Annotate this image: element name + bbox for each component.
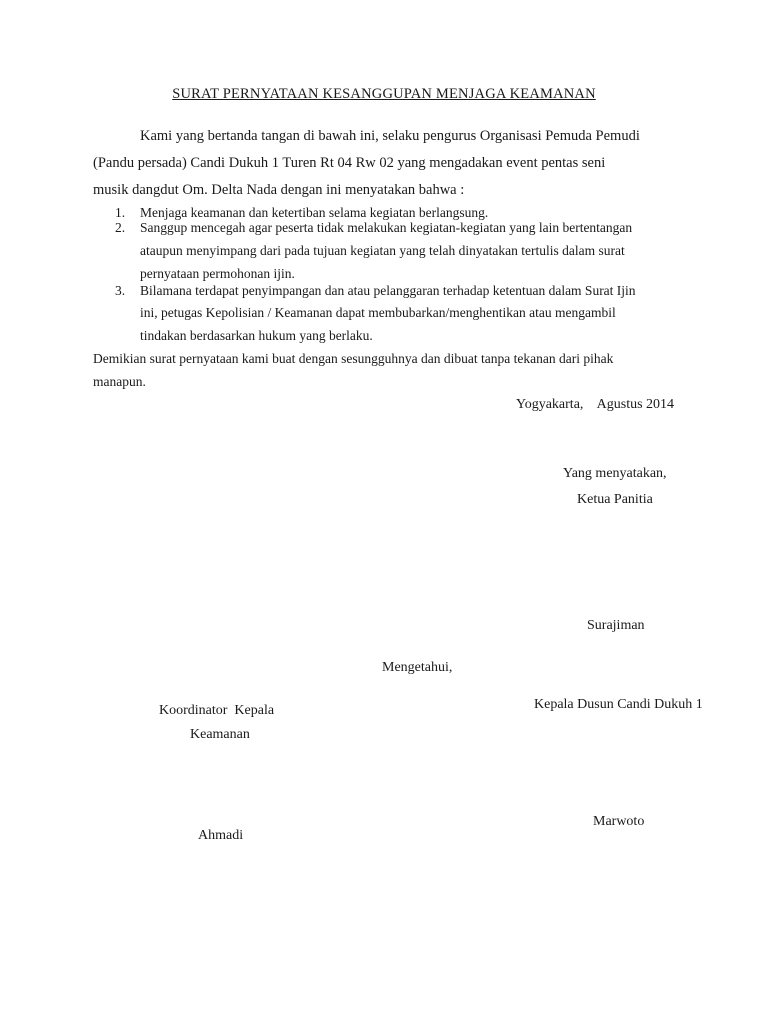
list-number-3: 3. bbox=[115, 283, 126, 298]
village-head-name: Marwoto bbox=[593, 814, 645, 829]
declarant-role: Ketua Panitia bbox=[577, 492, 653, 507]
intro-line-1: Kami yang bertanda tangan di bawah ini, selaku pengurus Organisasi Pemuda Pemudi bbox=[140, 128, 640, 144]
list-item-2-line-2: ataupun menyimpang dari pada tujuan kegiatan yang telah dinyatakan tertulis dalam surat bbox=[140, 243, 625, 258]
closing-line-2: manapun. bbox=[93, 374, 146, 389]
place-date: Yogyakarta, Agustus 2014 bbox=[516, 397, 675, 412]
document-title: SURAT PERNYATAAN KESANGGUPAN MENJAGA KEAMANAN bbox=[172, 86, 596, 102]
list-item-3-line-3: tindakan berdasarkan hukum yang berlaku. bbox=[140, 328, 373, 343]
security-coordinator-label: Koordinator Kepala bbox=[159, 703, 275, 718]
list-item-2-line-1: Sanggup mencegah agar peserta tidak melakukan kegiatan-kegiatan yang lain bertentangan bbox=[140, 220, 633, 235]
list-item-2-line-3: pernyataan permohonan ijin. bbox=[140, 266, 295, 281]
intro-line-3: musik dangdut Om. Delta Nada dengan ini menyatakan bahwa : bbox=[93, 182, 465, 198]
declarant-name: Surajiman bbox=[587, 618, 645, 633]
security-coordinator-label-2: Keamanan bbox=[190, 727, 250, 742]
list-item-1-line-1: Menjaga keamanan dan ketertiban selama kegiatan berlangsung. bbox=[140, 205, 489, 220]
intro-line-2: (Pandu persada) Candi Dukuh 1 Turen Rt 04 Rw 02 yang mengadakan event pentas seni bbox=[93, 155, 606, 171]
security-coordinator-name: Ahmadi bbox=[198, 828, 244, 843]
acknowledged-label: Mengetahui, bbox=[382, 660, 453, 675]
list-number-1: 1. bbox=[115, 205, 126, 220]
list-item-3-line-1: Bilamana terdapat penyimpangan dan atau pelanggaran terhadap ketentuan dalam Surat Ijin bbox=[140, 283, 636, 298]
village-head-label: Kepala Dusun Candi Dukuh 1 bbox=[534, 697, 703, 712]
list-item-3-line-2: ini, petugas Kepolisian / Keamanan dapat membubarkan/menghentikan atau mengambil bbox=[140, 305, 616, 320]
declarant-label: Yang menyatakan, bbox=[563, 466, 667, 481]
closing-line-1: Demikian surat pernyataan kami buat dengan sesungguhnya dan dibuat tanpa tekanan dari pihak bbox=[93, 351, 614, 366]
list-number-2: 2. bbox=[115, 220, 126, 235]
